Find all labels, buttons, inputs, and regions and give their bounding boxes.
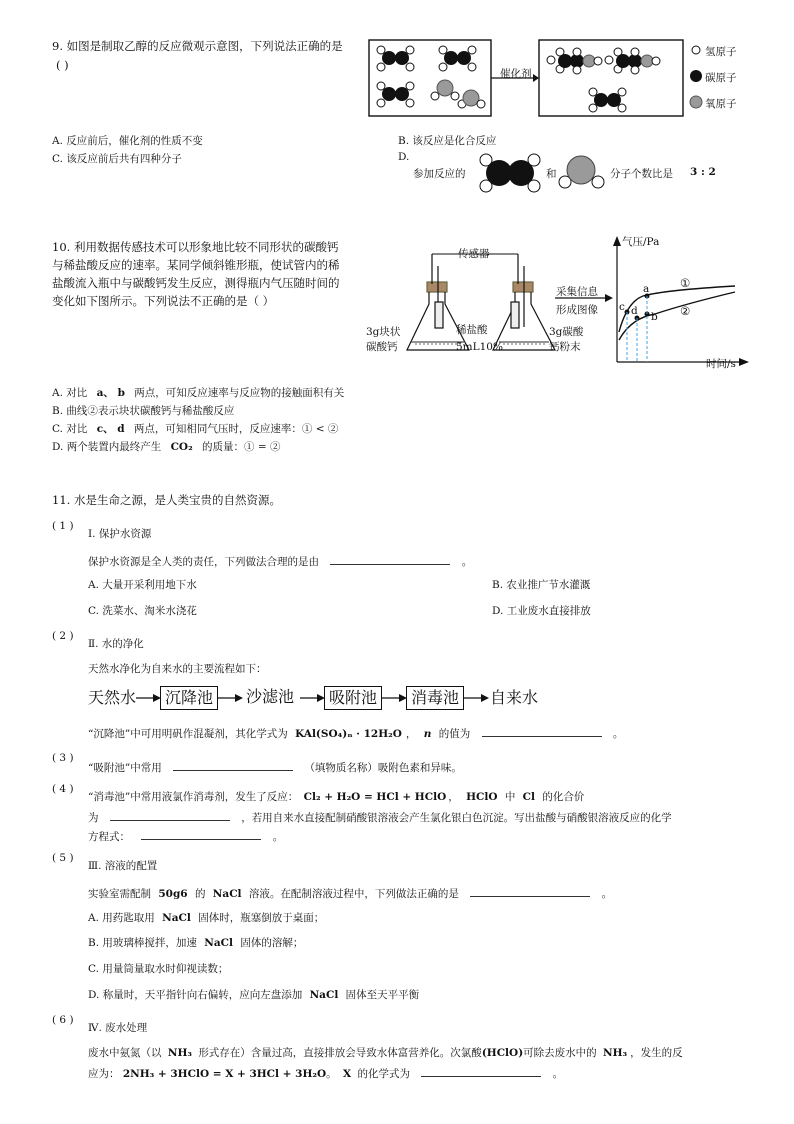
q11-part1-option-a: A. 大量开采利用地下水 [88,579,197,591]
ethanol-molecule [547,48,602,74]
point-d-label: d [631,305,638,317]
q11-part4-line2-pre: 为 [88,812,99,824]
water-molecule [431,80,459,100]
q10-option-c-pre: C. 对比 [52,423,88,435]
q10-option-a-pre: A. 对比 [52,387,88,399]
q11-stem: 11. 水是生命之源，是人类宝贵的自然资源。 [52,493,281,507]
q11-part5-d-pre: D. 称量时，天平指针向右偏转，应向左盘添加 [88,989,303,1001]
q9-option-d: D. [398,151,410,163]
q11-part1-number: ( 1 ) [52,520,74,532]
q11-part5-pre: 实验室需配制 [88,888,151,900]
q11-part3-number: ( 3 ) [52,752,74,764]
solution-mass: 50g6 [158,888,188,900]
nacl-formula: NaCl [162,912,191,924]
q11-part6-l1-post: 可除去废水中的 [523,1047,597,1059]
q10-option-a [52,385,344,400]
q11-part2-question [88,724,623,741]
q11-part2-q-post: 的值为 [438,728,471,740]
left-flask-label-line: 碳酸钙 [366,341,398,353]
acid-label-line: 稀盐酸 [456,324,488,336]
period: 。 [272,831,284,843]
comma: ， [405,728,417,740]
answer-blank[interactable] [173,758,293,771]
q11-part1-option-d: D. 工业废水直接排放 [492,605,591,617]
left-flask-label [366,325,400,355]
q9-option-d-pre: 参加反应的 [413,168,466,180]
flow-arrow-icon [382,691,408,705]
nacl-formula: NaCl [309,989,339,1001]
nacl-formula: NaCl [212,888,242,900]
catalyst-label: 催化剂 [500,68,532,80]
q11-part5-post: 溶液。在配制溶液过程中，下列做法正确的是 [248,888,459,900]
q11-part6-l2-pre: 应为： [88,1068,120,1080]
flow-sand-filter: 沙滤池 [245,687,294,706]
q11-part1-option-b: B. 农业推广节水灌溉 [492,579,591,591]
q11-part1-question: 保护水资源是全人类的责任，下列做法合理的是由 [88,556,319,568]
collect-label-1: 采集信息 [556,286,598,298]
q11-part5-b-pre: B. 用玻璃棒搅拌，加速 [88,937,197,949]
alum-formula: KAl(SO₄)ₙ · 12H₂O [295,728,402,740]
q11-part1-option-c: C. 洗菜水、淘米水浇花 [88,605,197,617]
q11-part5-text [88,884,612,901]
right-flask-label [549,325,583,355]
point-b-label: b [651,311,658,323]
q9-stem: 9. 如图是制取乙醇的反应微观示意图，下列说法正确的是 [52,39,343,53]
q11-part5-option-a [88,910,324,925]
right-flask-label-line: 3g碳酸 [549,326,584,338]
q9-option-a: A. 反应前后，催化剂的性质不变 [52,135,203,147]
chlorine-equation: Cl₂ + H₂O = HCl + HClO [303,791,447,803]
hclo-formula: HClO [466,791,498,803]
q9-option-c: C. 该反应前后共有四种分子 [52,153,182,165]
hclo-formula: (HClO) [481,1047,524,1059]
q11-part4-pre: “消毒池”中常用液氯作消毒剂，发生了反应： [88,791,299,803]
q11-part2-title: Ⅱ. 水的净化 [88,638,144,650]
q10-stem-line: 变化如下图所示。下列说法不正确的是（ ） [52,294,275,308]
q10-option-c-points: c、 d [96,423,125,435]
hclo-equation: 2NH₃ + 3HClO = X + 3HCl + 3H₂O [122,1068,327,1080]
nh3-formula: NH₃ [603,1047,628,1059]
curve-2-label: ② [680,304,691,318]
flow-arrow-icon [300,691,326,705]
flow-arrow-icon [464,691,490,705]
q11-part6-l1-mid: 形式存在）含量过高，直接排放会导致水体富营养化。次氯酸 [198,1047,482,1059]
legend-oxygen: 氧原子 [705,98,737,110]
q9-option-d-ratio: 3 : 2 [690,166,716,178]
q10-stem [52,238,340,310]
flow-tap-water: 自来水 [490,688,539,707]
q11-part4-mid3: 的化合价 [542,791,585,803]
q10-option-c-post: 两点，可知相同气压时，反应速率：① < ② [133,423,339,435]
hydrogen-atom-icon [692,46,700,54]
period: 。 [461,556,473,568]
q11-part6-line2 [88,1064,563,1081]
q11-part5-mid: 的 [194,888,206,900]
q11-part4-line2-post: ，若用自来水直接配制硝酸银溶液会产生氯化银白色沉淀。写出盐酸与硝酸银溶液反应的化学 [241,812,672,824]
water-molecule [458,90,485,108]
q11-part4-line1 [88,789,584,804]
q11-part1-text [88,552,472,569]
y-axis-label: 气压/Pa [622,236,660,248]
flow-sedimentation-tank: 沉降池 [160,686,218,710]
q11-part6-title: Ⅳ. 废水处理 [88,1022,148,1034]
q11-part6-l1-end: ，发生的反 [630,1047,683,1059]
q11-part3-text [88,758,462,775]
q11-part3-post: （填物质名称）吸附色素和异味。 [304,762,462,774]
legend-carbon: 碳原子 [705,72,737,84]
q11-part3-pre: “吸附池”中常用 [88,762,162,774]
q11-part5-a-pre: A. 用药匙取用 [88,912,155,924]
ethylene-molecule [377,82,414,107]
q11-part1-title: Ⅰ. 保护水资源 [88,528,152,540]
q11-part6-line1 [88,1045,683,1060]
q11-part5-b-post: 固体的溶解； [240,937,304,949]
flow-disinfection-tank: 消毒池 [406,686,464,710]
q11-part2-text: 天然水净化为自来水的主要流程如下： [88,663,267,675]
left-flask-label-line: 3g块状 [366,326,401,338]
q11-part2-q-pre: “沉降池”中可用明矾作混凝剂，其化学式为 [88,728,288,740]
q11-part5-option-c: C. 用量筒量取水时仰视读数； [88,963,229,975]
answer-blank[interactable] [421,1064,541,1077]
q10-stem-line: 与稀盐酸反应的速率。某同学倾斜锥形瓶，使试管内的稀 [52,258,340,272]
q11-part4-line3 [88,827,283,844]
legend-hydrogen: 氢原子 [705,46,737,58]
q9-paren: ( ) [56,58,69,72]
q11-part5-option-b [88,935,303,950]
answer-blank[interactable] [141,827,261,840]
q10-option-d [52,439,281,454]
answer-blank[interactable] [470,884,590,897]
nh3-formula: NH₃ [167,1047,192,1059]
cl-symbol: Cl [522,791,536,803]
q11-part4-mid: 中 [504,791,516,803]
period: 。 [552,1068,564,1080]
q10-option-d-post: 的质量：① = ② [202,441,281,453]
x-axis-label: 时间/s [706,358,736,370]
flow-natural-water: 天然水 [88,688,137,707]
q11-part5-number: ( 5 ) [52,852,74,864]
period: 。 [601,888,613,900]
period: 。 [612,728,624,740]
q9-option-d-and: 和 [546,168,557,180]
acid-label [456,322,503,356]
q11-part5-title: Ⅲ. 溶液的配置 [88,860,158,872]
q11-part6-l1-pre: 废水中氨氮（以 [88,1047,162,1059]
q11-part4-line2 [88,808,672,825]
answer-blank[interactable] [482,724,602,737]
carbon-atom-icon [690,70,702,82]
sensor-label: 传感器 [458,248,490,260]
q11-part5-a-post: 固体时，瓶塞倒放于桌面； [198,912,325,924]
q9-option-d-post: 分子个数比是 [610,168,673,180]
variable-n: n [423,728,432,740]
q11-part5-option-d [88,987,419,1002]
curve-1-label: ① [680,276,691,290]
pressure-graph [613,236,749,366]
variable-x: X [342,1068,352,1080]
q11-part5-d-post: 固体至天平平衡 [345,989,420,1001]
comma: ， [448,791,459,803]
q11-part2-number: ( 2 ) [52,630,74,642]
water-molecule-icon [556,152,608,194]
q10-stem-line: 10. 利用数据传感技术可以形象地比较不同形状的碳酸钙 [52,240,339,254]
acid-label-line: 5mL10% [456,341,503,353]
q11-part4-number: ( 4 ) [52,783,74,795]
point-a-label: a [643,283,650,295]
ethylene-molecule [439,46,476,71]
ethanol-molecule [605,48,660,74]
q9-option-b: B. 该反应是化合反应 [398,135,497,147]
flow-arrow-icon [136,691,162,705]
answer-blank[interactable] [330,552,450,565]
nacl-formula: NaCl [204,937,233,949]
collect-label-2: 形成图像 [556,304,598,316]
point-c-label: c [619,301,625,313]
oxygen-atom-icon [690,96,702,108]
answer-blank[interactable] [110,808,230,821]
q10-option-c [52,421,338,436]
q10-option-a-post: 两点，可知反应速率与反应物的接触面积有关 [134,387,345,399]
ethylene-molecule [377,46,414,71]
right-flask-label-line: 钙粉末 [549,341,581,353]
q10-stem-line: 盐酸流入瓶中与碳酸钙发生反应，测得瓶内气压随时间的 [52,276,340,290]
q10-option-d-pre: D. 两个装置内最终产生 [52,441,162,453]
q10-option-a-points: a、 b [96,387,125,399]
q11-part4-line3-pre: 方程式： [88,831,130,843]
period: 。 [326,1068,337,1080]
ethylene-molecule-icon [476,152,546,194]
q10-option-b: B. 曲线②表示块状碳酸钙与稀盐酸反应 [52,405,235,417]
flow-adsorption-tank: 吸附池 [324,686,382,710]
ethylene-molecule [589,88,626,112]
flow-arrow-icon [218,691,244,705]
q11-part6-number: ( 6 ) [52,1014,74,1026]
q10-option-d-co2: CO₂ [170,441,193,453]
q11-part6-l2-post: 的化学式为 [357,1068,410,1080]
